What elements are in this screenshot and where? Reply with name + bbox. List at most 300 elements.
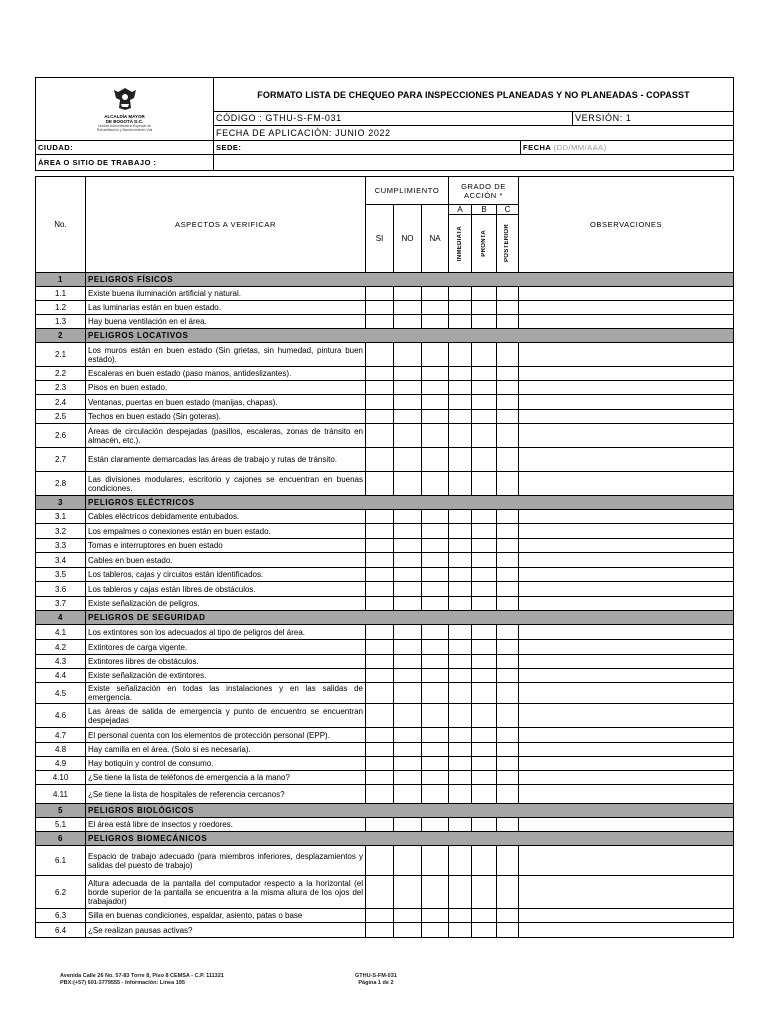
grade-b-cell[interactable] bbox=[472, 683, 497, 704]
si-cell[interactable] bbox=[366, 728, 394, 743]
grade-b-cell[interactable] bbox=[472, 539, 497, 553]
grade-a-cell[interactable] bbox=[449, 524, 472, 539]
grade-a-cell[interactable] bbox=[449, 655, 472, 669]
item-description: Tomas e interruptores en buen estado bbox=[86, 539, 366, 553]
observations-cell[interactable] bbox=[519, 846, 734, 876]
grade-a-cell[interactable] bbox=[449, 301, 472, 315]
grade-c-cell[interactable] bbox=[497, 553, 519, 568]
grade-b-cell[interactable] bbox=[472, 597, 497, 611]
observations-cell[interactable] bbox=[519, 582, 734, 597]
item-description: ¿Se tiene la lista de teléfonos de emergencia a la mano? bbox=[86, 771, 366, 785]
na-cell[interactable] bbox=[422, 640, 449, 655]
item-description: Los extintores son los adecuados al tipo de peligros del área. bbox=[86, 625, 366, 640]
grade-b-cell[interactable] bbox=[472, 287, 497, 301]
grade-b-cell[interactable] bbox=[472, 568, 497, 582]
section-title: PELIGROS DE SEGURIDAD bbox=[86, 611, 734, 625]
si-cell[interactable] bbox=[366, 301, 394, 315]
no-cell[interactable] bbox=[394, 704, 422, 728]
logo-line-2: DE BOGOTÁ D.C. bbox=[105, 119, 144, 124]
no-cell[interactable] bbox=[394, 640, 422, 655]
si-cell[interactable] bbox=[366, 785, 394, 804]
si-cell[interactable] bbox=[366, 472, 394, 496]
grade-b-cell[interactable] bbox=[472, 704, 497, 728]
si-cell[interactable] bbox=[366, 524, 394, 539]
observations-cell[interactable] bbox=[519, 655, 734, 669]
na-cell[interactable] bbox=[422, 524, 449, 539]
grade-b-cell[interactable] bbox=[472, 771, 497, 785]
grade-a-cell[interactable] bbox=[449, 343, 472, 367]
si-cell[interactable] bbox=[366, 909, 394, 923]
grade-c-cell[interactable] bbox=[497, 728, 519, 743]
grade-a-cell[interactable] bbox=[449, 510, 472, 524]
na-cell[interactable] bbox=[422, 743, 449, 757]
si-cell[interactable] bbox=[366, 424, 394, 448]
grade-c-cell[interactable] bbox=[497, 640, 519, 655]
grade-a-cell[interactable] bbox=[449, 909, 472, 923]
no-cell[interactable] bbox=[394, 818, 422, 832]
item-description: ¿Se tiene la lista de hospitales de referencia cercanos? bbox=[86, 785, 366, 804]
grade-c-cell[interactable] bbox=[497, 785, 519, 804]
observations-cell[interactable] bbox=[519, 743, 734, 757]
item-description: Existe buena iluminación artificial y natural. bbox=[86, 287, 366, 301]
grade-b-cell[interactable] bbox=[472, 510, 497, 524]
grade-c-cell[interactable] bbox=[497, 424, 519, 448]
item-number: 5.1 bbox=[36, 818, 86, 832]
si-cell[interactable] bbox=[366, 771, 394, 785]
si-cell[interactable] bbox=[366, 539, 394, 553]
si-cell[interactable] bbox=[366, 343, 394, 367]
no-cell[interactable] bbox=[394, 785, 422, 804]
observations-cell[interactable] bbox=[519, 524, 734, 539]
na-cell[interactable] bbox=[422, 582, 449, 597]
logo-line-4: Rehabilitación y Mantenimiento Vial bbox=[96, 128, 153, 132]
grade-a-cell[interactable] bbox=[449, 395, 472, 410]
footer-address bbox=[60, 973, 224, 987]
si-cell[interactable] bbox=[366, 568, 394, 582]
na-cell[interactable] bbox=[422, 655, 449, 669]
grade-c-cell[interactable] bbox=[497, 524, 519, 539]
no-cell[interactable] bbox=[394, 395, 422, 410]
si-cell[interactable] bbox=[366, 510, 394, 524]
grade-b-cell[interactable] bbox=[472, 582, 497, 597]
no-cell[interactable] bbox=[394, 728, 422, 743]
observations-cell[interactable] bbox=[519, 472, 734, 496]
na-cell[interactable] bbox=[422, 343, 449, 367]
observations-cell[interactable] bbox=[519, 683, 734, 704]
grade-a-cell[interactable] bbox=[449, 743, 472, 757]
no-cell[interactable] bbox=[394, 909, 422, 923]
grade-b-cell[interactable] bbox=[472, 315, 497, 329]
no-cell[interactable] bbox=[394, 597, 422, 611]
grade-c-cell[interactable] bbox=[497, 539, 519, 553]
si-cell[interactable] bbox=[366, 757, 394, 771]
grade-b-cell[interactable] bbox=[472, 625, 497, 640]
observations-cell[interactable] bbox=[519, 448, 734, 472]
grade-c-cell[interactable] bbox=[497, 923, 519, 938]
item-description: Altura adecuada de la pantalla del computador respecto a la horizontal (el borde superior de la pantalla se encuentra a la misma altura de los ojos del trabajador) bbox=[86, 876, 366, 909]
grade-b-cell[interactable] bbox=[472, 448, 497, 472]
no-cell[interactable] bbox=[394, 582, 422, 597]
item-number: 3.5 bbox=[36, 568, 86, 582]
item-number: 6.4 bbox=[36, 923, 86, 938]
si-cell[interactable] bbox=[366, 287, 394, 301]
si-cell[interactable] bbox=[366, 582, 394, 597]
grade-c-cell[interactable] bbox=[497, 655, 519, 669]
table-row bbox=[36, 343, 734, 367]
item-number: 2.7 bbox=[36, 448, 86, 472]
grade-b-cell[interactable] bbox=[472, 785, 497, 804]
grade-a-cell[interactable] bbox=[449, 728, 472, 743]
section-title: PELIGROS BIOLÓGICOS bbox=[86, 804, 734, 818]
grade-c-cell[interactable] bbox=[497, 381, 519, 395]
na-cell[interactable] bbox=[422, 757, 449, 771]
no-cell[interactable] bbox=[394, 846, 422, 876]
observations-cell[interactable] bbox=[519, 597, 734, 611]
work-area-label: ÁREA O SITIO DE TRABAJO : bbox=[36, 155, 214, 171]
no-cell[interactable] bbox=[394, 669, 422, 683]
na-cell[interactable] bbox=[422, 728, 449, 743]
observations-cell[interactable] bbox=[519, 410, 734, 424]
grade-c-cell[interactable] bbox=[497, 448, 519, 472]
si-cell[interactable] bbox=[366, 683, 394, 704]
grade-b-cell[interactable] bbox=[472, 846, 497, 876]
observations-cell[interactable] bbox=[519, 539, 734, 553]
observations-cell[interactable] bbox=[519, 909, 734, 923]
no-cell[interactable] bbox=[394, 381, 422, 395]
na-cell[interactable] bbox=[422, 568, 449, 582]
na-cell[interactable] bbox=[422, 597, 449, 611]
na-cell[interactable] bbox=[422, 367, 449, 381]
si-cell[interactable] bbox=[366, 597, 394, 611]
no-cell[interactable] bbox=[394, 923, 422, 938]
date-field[interactable] bbox=[521, 141, 734, 155]
item-description: Cables en buen estado. bbox=[86, 553, 366, 568]
grade-c-cell[interactable] bbox=[497, 472, 519, 496]
na-cell[interactable] bbox=[422, 472, 449, 496]
no-cell[interactable] bbox=[394, 343, 422, 367]
no-cell[interactable] bbox=[394, 424, 422, 448]
si-cell[interactable] bbox=[366, 315, 394, 329]
grade-a-cell[interactable] bbox=[449, 625, 472, 640]
si-cell[interactable] bbox=[366, 367, 394, 381]
table-row bbox=[36, 785, 734, 804]
observations-cell[interactable] bbox=[519, 343, 734, 367]
si-cell[interactable] bbox=[366, 395, 394, 410]
observations-cell[interactable] bbox=[519, 785, 734, 804]
grade-a-cell[interactable] bbox=[449, 472, 472, 496]
no-cell[interactable] bbox=[394, 655, 422, 669]
si-cell[interactable] bbox=[366, 846, 394, 876]
si-cell[interactable] bbox=[366, 625, 394, 640]
item-description: Las áreas de salida de emergencia y punto de encuentro se encuentran despejadas bbox=[86, 704, 366, 728]
grade-c-cell[interactable] bbox=[497, 582, 519, 597]
item-number: 4.1 bbox=[36, 625, 86, 640]
grade-b-cell[interactable] bbox=[472, 669, 497, 683]
item-number: 1.3 bbox=[36, 315, 86, 329]
na-cell[interactable] bbox=[422, 704, 449, 728]
grade-a-cell[interactable] bbox=[449, 923, 472, 938]
grade-c-cell[interactable] bbox=[497, 669, 519, 683]
grade-a-cell[interactable] bbox=[449, 757, 472, 771]
grade-b-cell[interactable] bbox=[472, 424, 497, 448]
grade-c-cell[interactable] bbox=[497, 876, 519, 909]
na-cell[interactable] bbox=[422, 669, 449, 683]
observations-cell[interactable] bbox=[519, 381, 734, 395]
grade-a-cell[interactable] bbox=[449, 315, 472, 329]
form-fields bbox=[35, 140, 734, 171]
grade-b-cell[interactable] bbox=[472, 743, 497, 757]
section-number: 1 bbox=[36, 273, 86, 287]
grade-a-cell[interactable] bbox=[449, 410, 472, 424]
observations-cell[interactable] bbox=[519, 757, 734, 771]
no-cell[interactable] bbox=[394, 315, 422, 329]
grade-a-cell[interactable] bbox=[449, 582, 472, 597]
grade-b-cell[interactable] bbox=[472, 655, 497, 669]
grade-c-cell[interactable] bbox=[497, 704, 519, 728]
na-cell[interactable] bbox=[422, 410, 449, 424]
si-cell[interactable] bbox=[366, 381, 394, 395]
grade-c-cell[interactable] bbox=[497, 846, 519, 876]
grade-b-cell[interactable] bbox=[472, 728, 497, 743]
observations-cell[interactable] bbox=[519, 315, 734, 329]
observations-cell[interactable] bbox=[519, 923, 734, 938]
item-description: Las luminarias están en buen estado. bbox=[86, 301, 366, 315]
grade-a-cell[interactable] bbox=[449, 448, 472, 472]
grade-a-cell[interactable] bbox=[449, 683, 472, 704]
si-cell[interactable] bbox=[366, 923, 394, 938]
grade-b-cell[interactable] bbox=[472, 343, 497, 367]
si-cell[interactable] bbox=[366, 818, 394, 832]
grade-a-cell[interactable] bbox=[449, 287, 472, 301]
si-cell[interactable] bbox=[366, 669, 394, 683]
item-number: 4.5 bbox=[36, 683, 86, 704]
si-cell[interactable] bbox=[366, 553, 394, 568]
na-cell[interactable] bbox=[422, 683, 449, 704]
grade-c-cell[interactable] bbox=[497, 287, 519, 301]
na-cell[interactable] bbox=[422, 909, 449, 923]
table-row bbox=[36, 424, 734, 448]
observations-cell[interactable] bbox=[519, 424, 734, 448]
table-row bbox=[36, 315, 734, 329]
na-cell[interactable] bbox=[422, 876, 449, 909]
observations-cell[interactable] bbox=[519, 640, 734, 655]
grade-b-cell[interactable] bbox=[472, 472, 497, 496]
grade-a-cell[interactable] bbox=[449, 424, 472, 448]
grade-b-cell[interactable] bbox=[472, 524, 497, 539]
grade-b-cell[interactable] bbox=[472, 410, 497, 424]
observations-cell[interactable] bbox=[519, 568, 734, 582]
grade-c-cell[interactable] bbox=[497, 410, 519, 424]
grade-b-cell[interactable] bbox=[472, 553, 497, 568]
work-area-field[interactable] bbox=[214, 155, 734, 171]
city-field[interactable]: CIUDAD: bbox=[36, 141, 214, 155]
item-description: Existe señalización de extintores. bbox=[86, 669, 366, 683]
grade-b-cell[interactable] bbox=[472, 923, 497, 938]
item-number: 4.10 bbox=[36, 771, 86, 785]
grade-c-cell[interactable] bbox=[497, 683, 519, 704]
si-cell[interactable] bbox=[366, 704, 394, 728]
observations-cell[interactable] bbox=[519, 818, 734, 832]
na-cell[interactable] bbox=[422, 771, 449, 785]
grade-a-cell[interactable] bbox=[449, 669, 472, 683]
item-description: Espacio de trabajo adecuado (para miembros inferiores, desplazamientos y salidas del puesto de trabajo) bbox=[86, 846, 366, 876]
grade-c-cell[interactable] bbox=[497, 367, 519, 381]
no-cell[interactable] bbox=[394, 410, 422, 424]
grade-c-cell[interactable] bbox=[497, 597, 519, 611]
grade-a-cell[interactable] bbox=[449, 876, 472, 909]
no-cell[interactable] bbox=[394, 743, 422, 757]
na-cell[interactable] bbox=[422, 553, 449, 568]
grade-a-cell[interactable] bbox=[449, 771, 472, 785]
observations-cell[interactable] bbox=[519, 301, 734, 315]
si-cell[interactable] bbox=[366, 655, 394, 669]
logo-line-3: Unidad Administrativa Especial de bbox=[98, 124, 151, 128]
observations-cell[interactable] bbox=[519, 287, 734, 301]
grade-b-cell[interactable] bbox=[472, 640, 497, 655]
form-code: CÓDIGO : GTHU-S-FM-031 bbox=[214, 112, 573, 126]
observations-cell[interactable] bbox=[519, 510, 734, 524]
grade-b-cell[interactable] bbox=[472, 367, 497, 381]
table-row bbox=[36, 597, 734, 611]
si-cell[interactable] bbox=[366, 743, 394, 757]
observations-cell[interactable] bbox=[519, 728, 734, 743]
item-number: 3.3 bbox=[36, 539, 86, 553]
no-cell[interactable] bbox=[394, 625, 422, 640]
col-header-si: SI bbox=[366, 205, 394, 273]
na-cell[interactable] bbox=[422, 395, 449, 410]
observations-cell[interactable] bbox=[519, 704, 734, 728]
item-description: Las divisiones modulares, escritorio y cajones se encuentran en buenas condiciones. bbox=[86, 472, 366, 496]
na-cell[interactable] bbox=[422, 625, 449, 640]
na-cell[interactable] bbox=[422, 301, 449, 315]
grade-a-cell[interactable] bbox=[449, 818, 472, 832]
si-cell[interactable] bbox=[366, 410, 394, 424]
no-cell[interactable] bbox=[394, 683, 422, 704]
no-cell[interactable] bbox=[394, 301, 422, 315]
grade-b-cell[interactable] bbox=[472, 876, 497, 909]
grade-a-cell[interactable] bbox=[449, 539, 472, 553]
observations-cell[interactable] bbox=[519, 876, 734, 909]
grade-b-cell[interactable] bbox=[472, 301, 497, 315]
item-description: El personal cuenta con los elementos de protección personal (EPP). bbox=[86, 728, 366, 743]
section-number: 2 bbox=[36, 329, 86, 343]
na-cell[interactable] bbox=[422, 287, 449, 301]
si-cell[interactable] bbox=[366, 640, 394, 655]
form-header bbox=[35, 77, 734, 141]
no-cell[interactable] bbox=[394, 448, 422, 472]
na-cell[interactable] bbox=[422, 510, 449, 524]
table-row bbox=[36, 301, 734, 315]
no-cell[interactable] bbox=[394, 757, 422, 771]
na-cell[interactable] bbox=[422, 381, 449, 395]
grade-b-cell[interactable] bbox=[472, 757, 497, 771]
table-row bbox=[36, 640, 734, 655]
item-number: 2.1 bbox=[36, 343, 86, 367]
na-cell[interactable] bbox=[422, 846, 449, 876]
no-cell[interactable] bbox=[394, 771, 422, 785]
grade-a-cell[interactable] bbox=[449, 704, 472, 728]
no-cell[interactable] bbox=[394, 524, 422, 539]
na-cell[interactable] bbox=[422, 315, 449, 329]
grade-a-cell[interactable] bbox=[449, 381, 472, 395]
grade-a-cell[interactable] bbox=[449, 640, 472, 655]
grade-c-cell[interactable] bbox=[497, 757, 519, 771]
grade-c-cell[interactable] bbox=[497, 568, 519, 582]
grade-c-cell[interactable] bbox=[497, 510, 519, 524]
grade-a-cell[interactable] bbox=[449, 367, 472, 381]
grade-a-cell[interactable] bbox=[449, 846, 472, 876]
no-cell[interactable] bbox=[394, 568, 422, 582]
na-cell[interactable] bbox=[422, 818, 449, 832]
item-description: Existe señalización en todas las instalaciones y en las salidas de emergencia. bbox=[86, 683, 366, 704]
footer-address-line-1: Avenida Calle 26 No. 57-83 Torre 8, Piso 8 CEMSA - C.P. 111321 bbox=[60, 973, 224, 979]
grade-b-cell[interactable] bbox=[472, 381, 497, 395]
form-version: VERSIÓN: 1 bbox=[573, 112, 734, 126]
observations-cell[interactable] bbox=[519, 367, 734, 381]
grade-b-cell[interactable] bbox=[472, 818, 497, 832]
grade-c-cell[interactable] bbox=[497, 909, 519, 923]
na-cell[interactable] bbox=[422, 923, 449, 938]
si-cell[interactable] bbox=[366, 448, 394, 472]
grade-a-cell[interactable] bbox=[449, 785, 472, 804]
observations-cell[interactable] bbox=[519, 553, 734, 568]
grade-c-cell[interactable] bbox=[497, 343, 519, 367]
grade-c-cell[interactable] bbox=[497, 625, 519, 640]
si-cell[interactable] bbox=[366, 876, 394, 909]
item-description: Silla en buenas condiciones, espaldar, asiento, patas o base bbox=[86, 909, 366, 923]
grade-c-cell[interactable] bbox=[497, 395, 519, 410]
na-cell[interactable] bbox=[422, 424, 449, 448]
table-row bbox=[36, 367, 734, 381]
table-row bbox=[36, 510, 734, 524]
table-row bbox=[36, 553, 734, 568]
grade-b-cell[interactable] bbox=[472, 909, 497, 923]
grade-c-cell[interactable] bbox=[497, 771, 519, 785]
grade-a-cell[interactable] bbox=[449, 597, 472, 611]
no-cell[interactable] bbox=[394, 287, 422, 301]
observations-cell[interactable] bbox=[519, 669, 734, 683]
grade-c-cell[interactable] bbox=[497, 743, 519, 757]
grade-c-cell[interactable] bbox=[497, 301, 519, 315]
observations-cell[interactable] bbox=[519, 771, 734, 785]
na-cell[interactable] bbox=[422, 448, 449, 472]
no-cell[interactable] bbox=[394, 367, 422, 381]
observations-cell[interactable] bbox=[519, 625, 734, 640]
section-row bbox=[36, 329, 734, 343]
grade-c-cell[interactable] bbox=[497, 818, 519, 832]
grade-c-cell[interactable] bbox=[497, 315, 519, 329]
grade-a-cell[interactable] bbox=[449, 568, 472, 582]
no-cell[interactable] bbox=[394, 553, 422, 568]
table-row bbox=[36, 704, 734, 728]
grade-a-cell[interactable] bbox=[449, 553, 472, 568]
no-cell[interactable] bbox=[394, 876, 422, 909]
table-row bbox=[36, 876, 734, 909]
no-cell[interactable] bbox=[394, 472, 422, 496]
section-number: 6 bbox=[36, 832, 86, 846]
item-description: Existe señalización de peligros. bbox=[86, 597, 366, 611]
no-cell[interactable] bbox=[394, 539, 422, 553]
item-number: 4.6 bbox=[36, 704, 86, 728]
no-cell[interactable] bbox=[394, 510, 422, 524]
item-number: 6.3 bbox=[36, 909, 86, 923]
observations-cell[interactable] bbox=[519, 395, 734, 410]
grade-b-cell[interactable] bbox=[472, 395, 497, 410]
na-cell[interactable] bbox=[422, 539, 449, 553]
na-cell[interactable] bbox=[422, 785, 449, 804]
item-description: Los tableros, cajas y circuitos están identificados. bbox=[86, 568, 366, 582]
site-field[interactable]: SEDE: bbox=[214, 141, 521, 155]
